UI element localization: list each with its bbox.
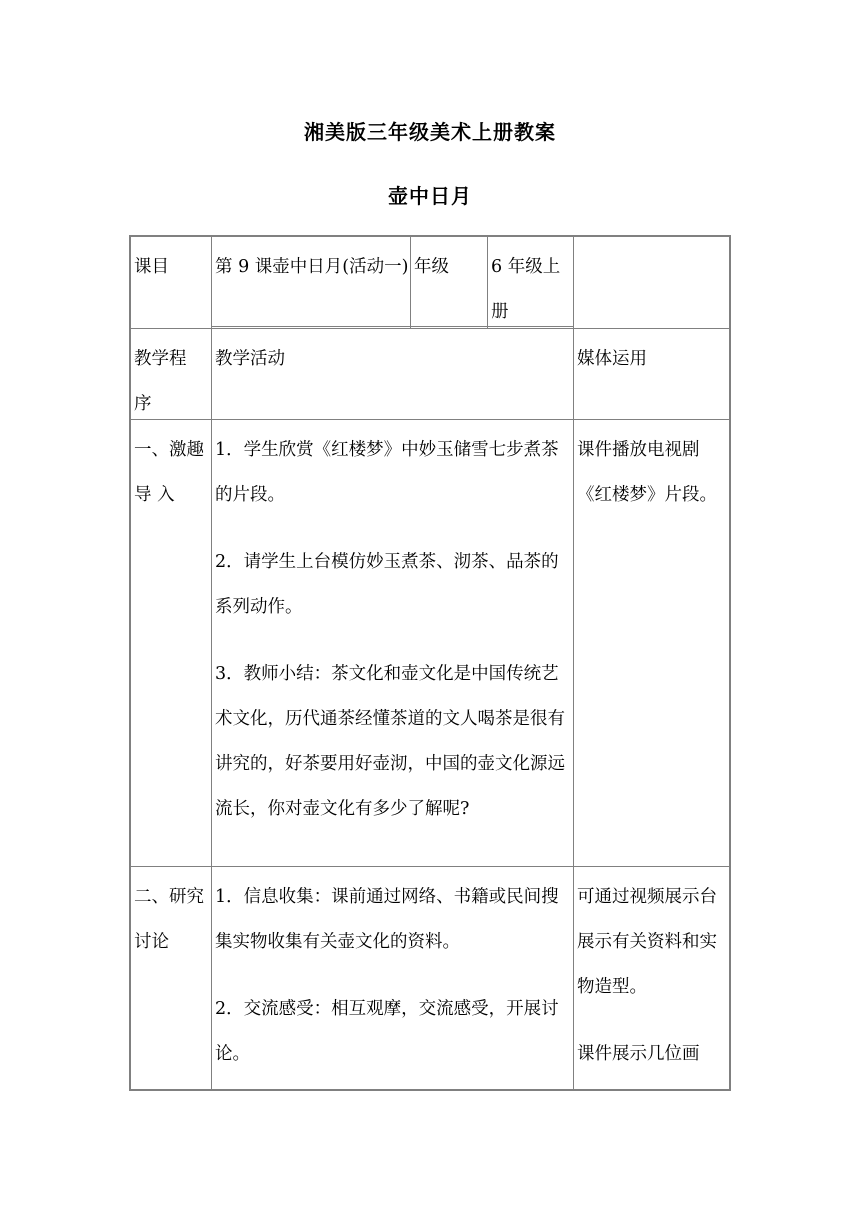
activity-label: 教学活动: [215, 349, 285, 369]
stage-1-label: 一、激趣导 入: [134, 440, 204, 505]
subject-label: 课目: [134, 257, 169, 277]
row1-empty-cell: [574, 237, 729, 328]
subject-label-cell: [131, 237, 211, 328]
stage-1-media-cell: [574, 420, 729, 866]
stage-2-item: 1．信息收集：课前通过网络、书籍或民间搜集实物收集有关壶文化的资料。: [215, 887, 559, 952]
stage-1-item: 2．请学生上台模仿妙玉煮茶、沏茶、品茶的系列动作。: [215, 552, 559, 617]
grade-label: 年级: [414, 257, 449, 277]
grade-label-cell: [411, 237, 487, 326]
stage-1-activities-cell: [212, 420, 573, 866]
procedure-label: 教学程序: [134, 349, 187, 414]
stage-2-label: 二、研究讨论: [134, 887, 204, 952]
stage-1-media: 课件播放电视剧《红楼梦》片段。: [577, 440, 717, 505]
table-rule-row1-inner: [211, 326, 573, 327]
document-subtitle: 壶中日月: [388, 184, 472, 208]
document-title: 湘美版三年级美术上册教案: [304, 120, 556, 144]
stage-2-item: 2．交流感受：相互观摩，交流感受，开展讨论。: [215, 999, 559, 1064]
media-label: 媒体运用: [577, 349, 647, 369]
activity-label-cell: [212, 329, 573, 419]
stage-2-media: 课件展示几位画: [577, 1044, 700, 1064]
subject-value: 第 9 课壶中日月(活动一): [215, 257, 409, 277]
grade-value: 6 年级上册: [491, 257, 561, 322]
table-border-right: [729, 235, 731, 1091]
stage-2-activities-cell: [212, 867, 573, 1089]
stage-2-media-cell: [574, 867, 729, 1089]
stage-1-item: 1．学生欣赏《红楼梦》中妙玉储雪七步煮茶的片段。: [215, 440, 559, 505]
table-border-bottom: [129, 1089, 731, 1091]
stage-2-cell: [131, 867, 211, 1089]
grade-value-cell: [488, 237, 573, 326]
stage-2-media: 可通过视频展示台展示有关资料和实物造型。: [577, 887, 717, 997]
procedure-label-cell: [131, 329, 203, 419]
stage-1-cell: [131, 420, 211, 866]
media-label-cell: [574, 329, 729, 419]
subject-value-cell: [212, 237, 410, 326]
stage-1-item: 3．教师小结：茶文化和壶文化是中国传统艺术文化，历代通茶经懂茶道的文人喝茶是很有讲究的，好茶要用好壶沏，中国的壶文化源远流长，你对壶文化有多少了解呢?: [215, 664, 565, 819]
